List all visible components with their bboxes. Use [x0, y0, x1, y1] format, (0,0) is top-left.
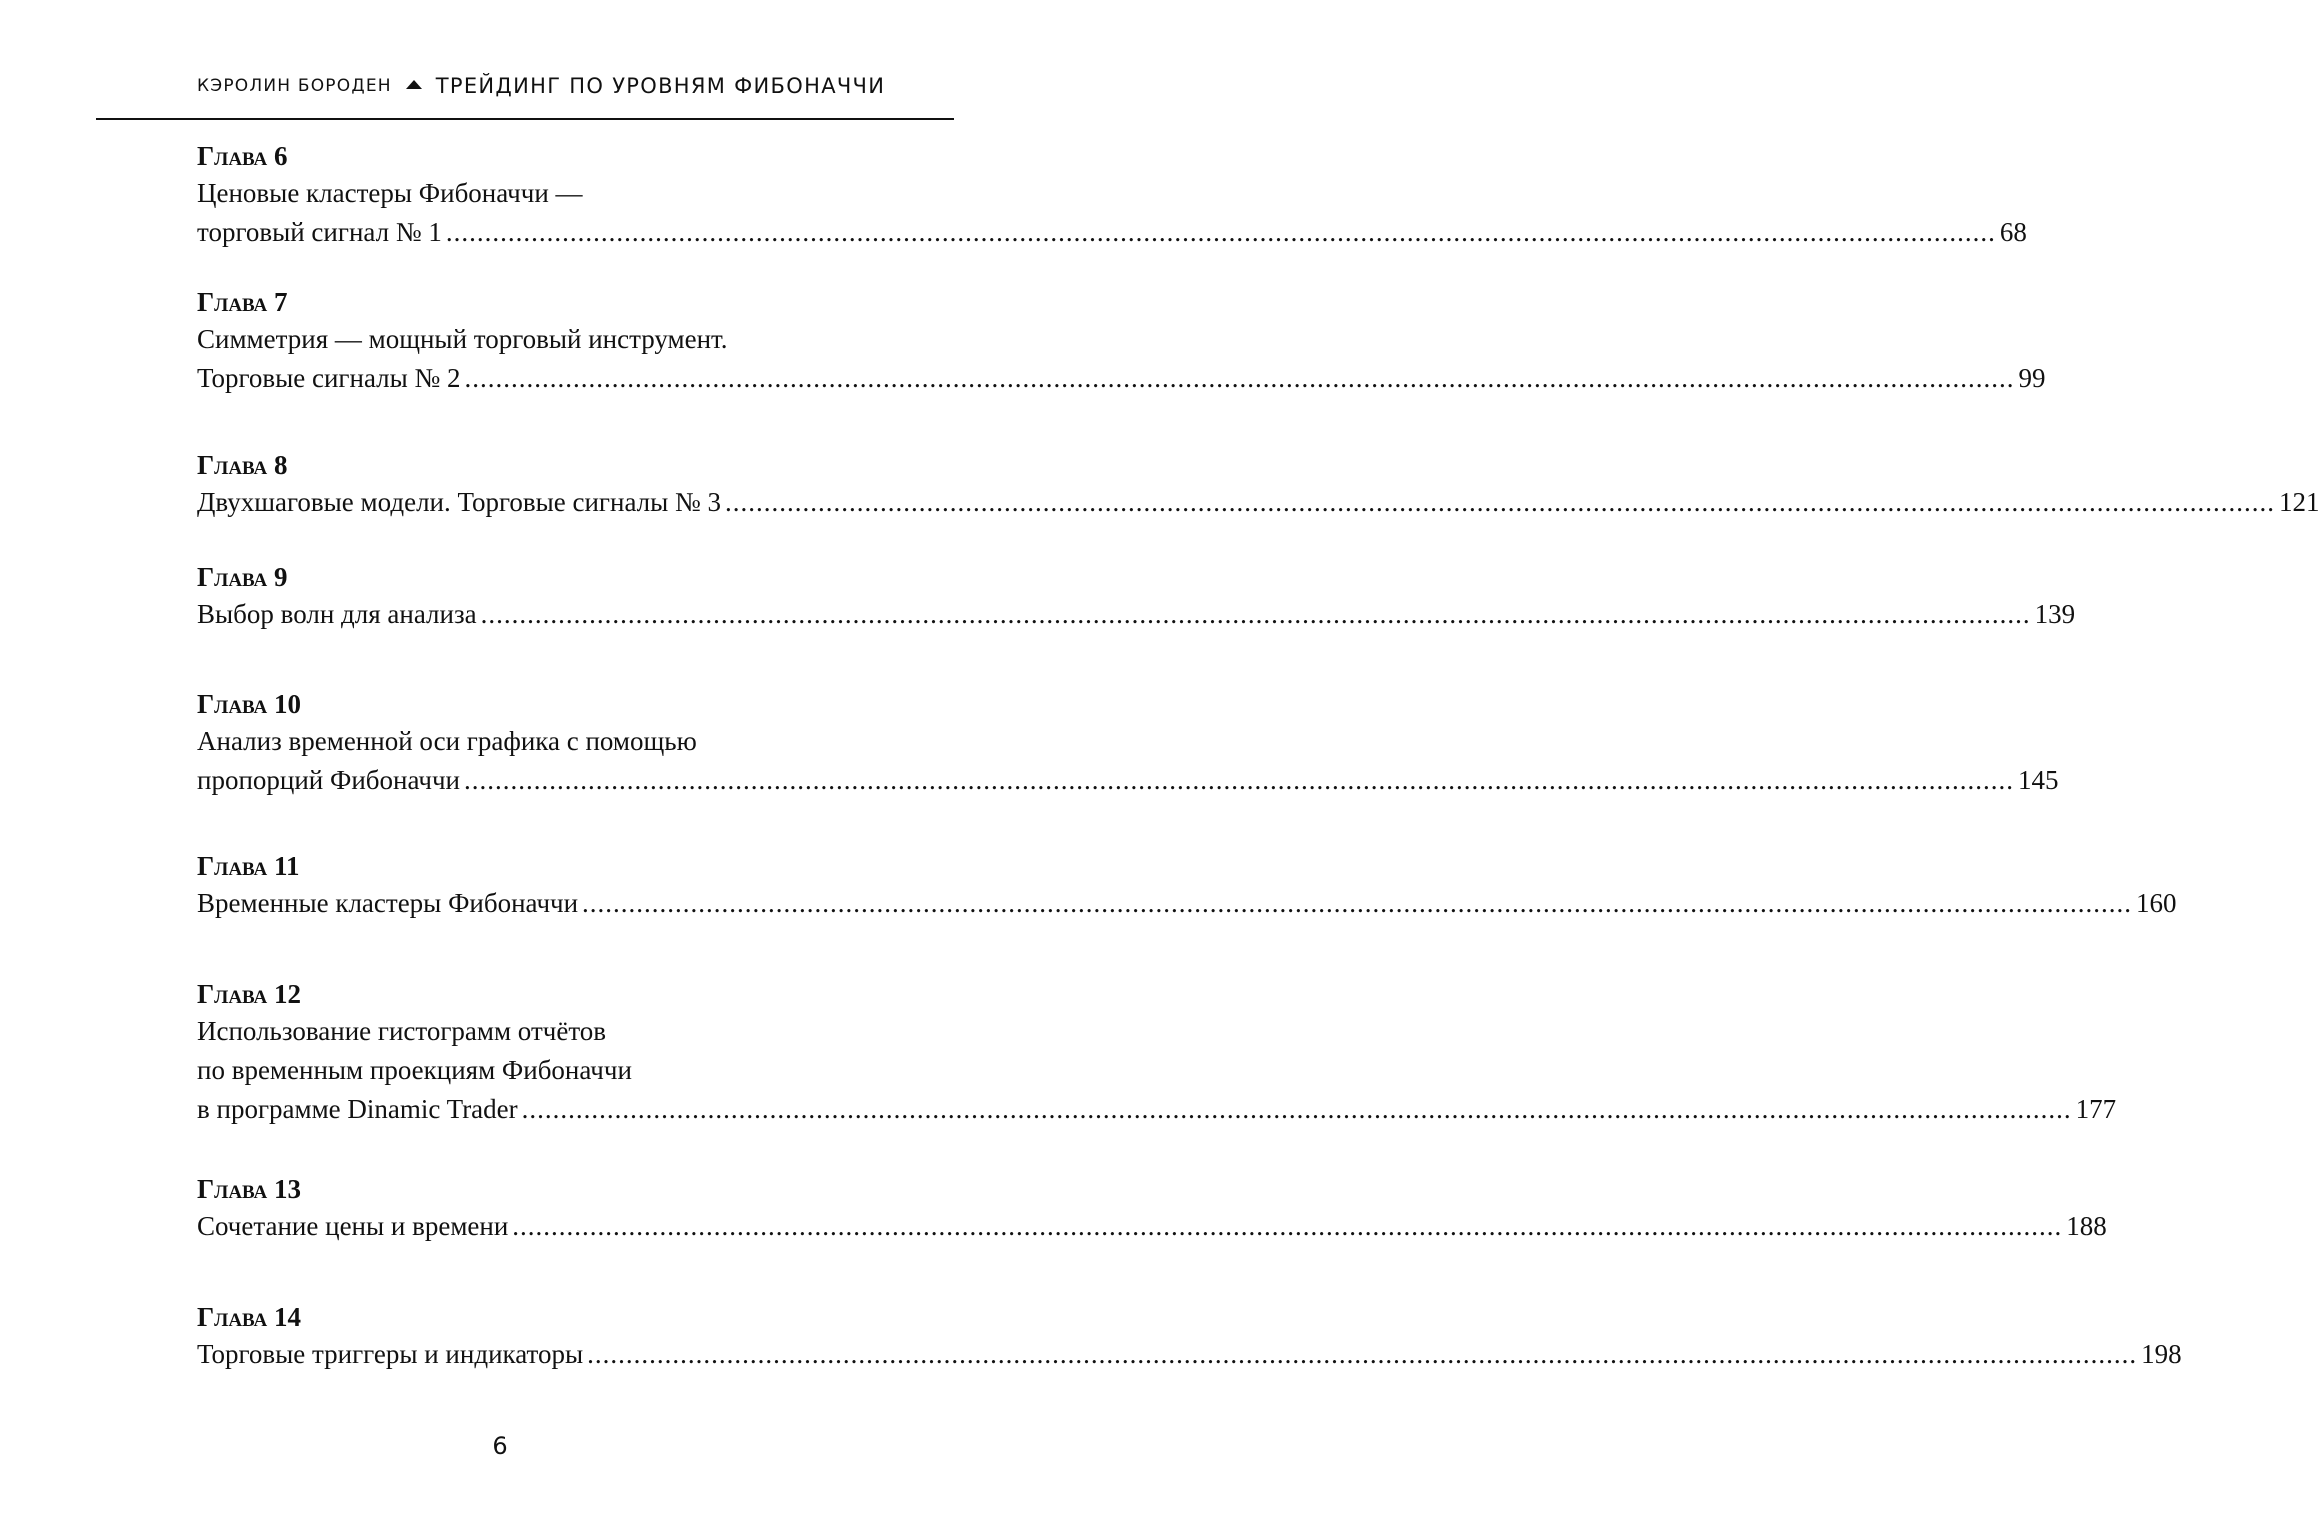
page-number: 160 — [2136, 888, 2177, 918]
dot-leader: ........................................................................................................................................................................................................ — [480, 599, 2031, 629]
chapter-title-line — [197, 320, 946, 359]
toc-entry-chapter-8 — [197, 447, 2320, 522]
toc-entry-chapter-12 — [197, 976, 2117, 1129]
chapter-title-text: Анализ временной оси графика с помощью — [197, 726, 697, 756]
chapter-title-line-last — [197, 359, 2046, 398]
chapter-title-line — [197, 1051, 946, 1090]
dot-leader: ........................................................................................................................................................................................................ — [512, 1211, 2063, 1241]
chapter-title-text: Торговые триггеры и индикаторы — [197, 1339, 584, 1369]
page-number: 68 — [1999, 217, 2027, 247]
running-head-author: КЭРОЛИН БОРОДЕН — [197, 76, 392, 96]
chapter-label: Глава 6 — [197, 141, 288, 171]
chapter-title-line-last — [197, 483, 2320, 522]
chapter-title-text: пропорций Фибоначчи — [197, 765, 460, 795]
chapter-label: Глава 14 — [197, 1302, 302, 1332]
page-number: 177 — [2075, 1094, 2117, 1124]
chapter-label: Глава 9 — [197, 562, 288, 592]
chapter-label: Глава 13 — [197, 1174, 302, 1204]
chapter-title-text: Выбор волн для анализа — [197, 599, 477, 629]
chapter-title-line-last — [197, 1090, 2117, 1129]
page-number: 145 — [2017, 765, 2059, 795]
chapter-title-line-last — [197, 761, 2059, 800]
toc-entry-chapter-10 — [197, 686, 2059, 800]
dot-leader: ........................................................................................................................................................................................................ — [464, 363, 2015, 393]
chapter-title-line — [197, 722, 946, 761]
toc-entry-chapter-6 — [197, 138, 2027, 252]
chapter-title-line-last — [197, 213, 2027, 252]
page-number: 139 — [2034, 599, 2076, 629]
page-number: 198 — [2141, 1339, 2182, 1369]
toc-entry-chapter-11 — [197, 848, 2177, 923]
toc-entry-chapter-7 — [197, 284, 2046, 398]
dot-leader: ........................................................................................................................................................................................................ — [725, 487, 2276, 517]
chapter-title-text: торговый сигнал № 1 — [197, 217, 442, 247]
dot-leader: ........................................................................................................................................................................................................ — [445, 217, 1996, 247]
chapter-title-line-last — [197, 595, 2076, 634]
toc-entry-chapter-14 — [197, 1299, 2182, 1374]
chapter-title-line — [197, 1012, 946, 1051]
dot-leader: ........................................................................................................................................................................................................ — [521, 1094, 2072, 1124]
chapter-label: Глава 11 — [197, 851, 300, 881]
dot-leader: ........................................................................................................................................................................................................ — [587, 1339, 2138, 1369]
folio-page-number: 6 — [492, 1432, 508, 1460]
chapter-label: Глава 10 — [197, 689, 302, 719]
chapter-title-text: в программе Dinamic Trader — [197, 1094, 518, 1124]
page-number: 99 — [2018, 363, 2046, 393]
chapter-title-line-last — [197, 1335, 2182, 1374]
chapter-title-text: по временным проекциям Фибоначчи — [197, 1055, 632, 1085]
triangle-separator-icon — [406, 80, 422, 89]
chapter-title-text: Симметрия — мощный торговый инструмент. — [197, 324, 728, 354]
chapter-title-text: Ценовые кластеры Фибоначчи — — [197, 178, 583, 208]
header-rule — [96, 118, 954, 120]
dot-leader: ........................................................................................................................................................................................................ — [463, 765, 2014, 795]
chapter-title-text: Торговые сигналы № 2 — [197, 363, 461, 393]
chapter-title-text: Двухшаговые модели. Торговые сигналы № 3 — [197, 487, 722, 517]
chapter-title-text: Использование гистограмм отчётов — [197, 1016, 607, 1046]
toc-entry-chapter-9 — [197, 559, 2076, 634]
toc-entry-chapter-13 — [197, 1171, 2107, 1246]
page-number: 188 — [2066, 1211, 2107, 1241]
chapter-title-text: Сочетание цены и времени — [197, 1211, 509, 1241]
chapter-title-line — [197, 174, 946, 213]
chapter-title-line-last — [197, 884, 2177, 923]
chapter-label: Глава 7 — [197, 287, 288, 317]
running-head — [197, 74, 885, 98]
chapter-title-line-last — [197, 1207, 2107, 1246]
chapter-label: Глава 8 — [197, 450, 288, 480]
running-head-book-title: ТРЕЙДИНГ ПО УРОВНЯМ ФИБОНАЧЧИ — [435, 74, 886, 98]
dot-leader: ........................................................................................................................................................................................................ — [582, 888, 2133, 918]
page-number: 121 — [2279, 487, 2320, 517]
chapter-title-text: Временные кластеры Фибоначчи — [197, 888, 579, 918]
chapter-label: Глава 12 — [197, 979, 302, 1009]
